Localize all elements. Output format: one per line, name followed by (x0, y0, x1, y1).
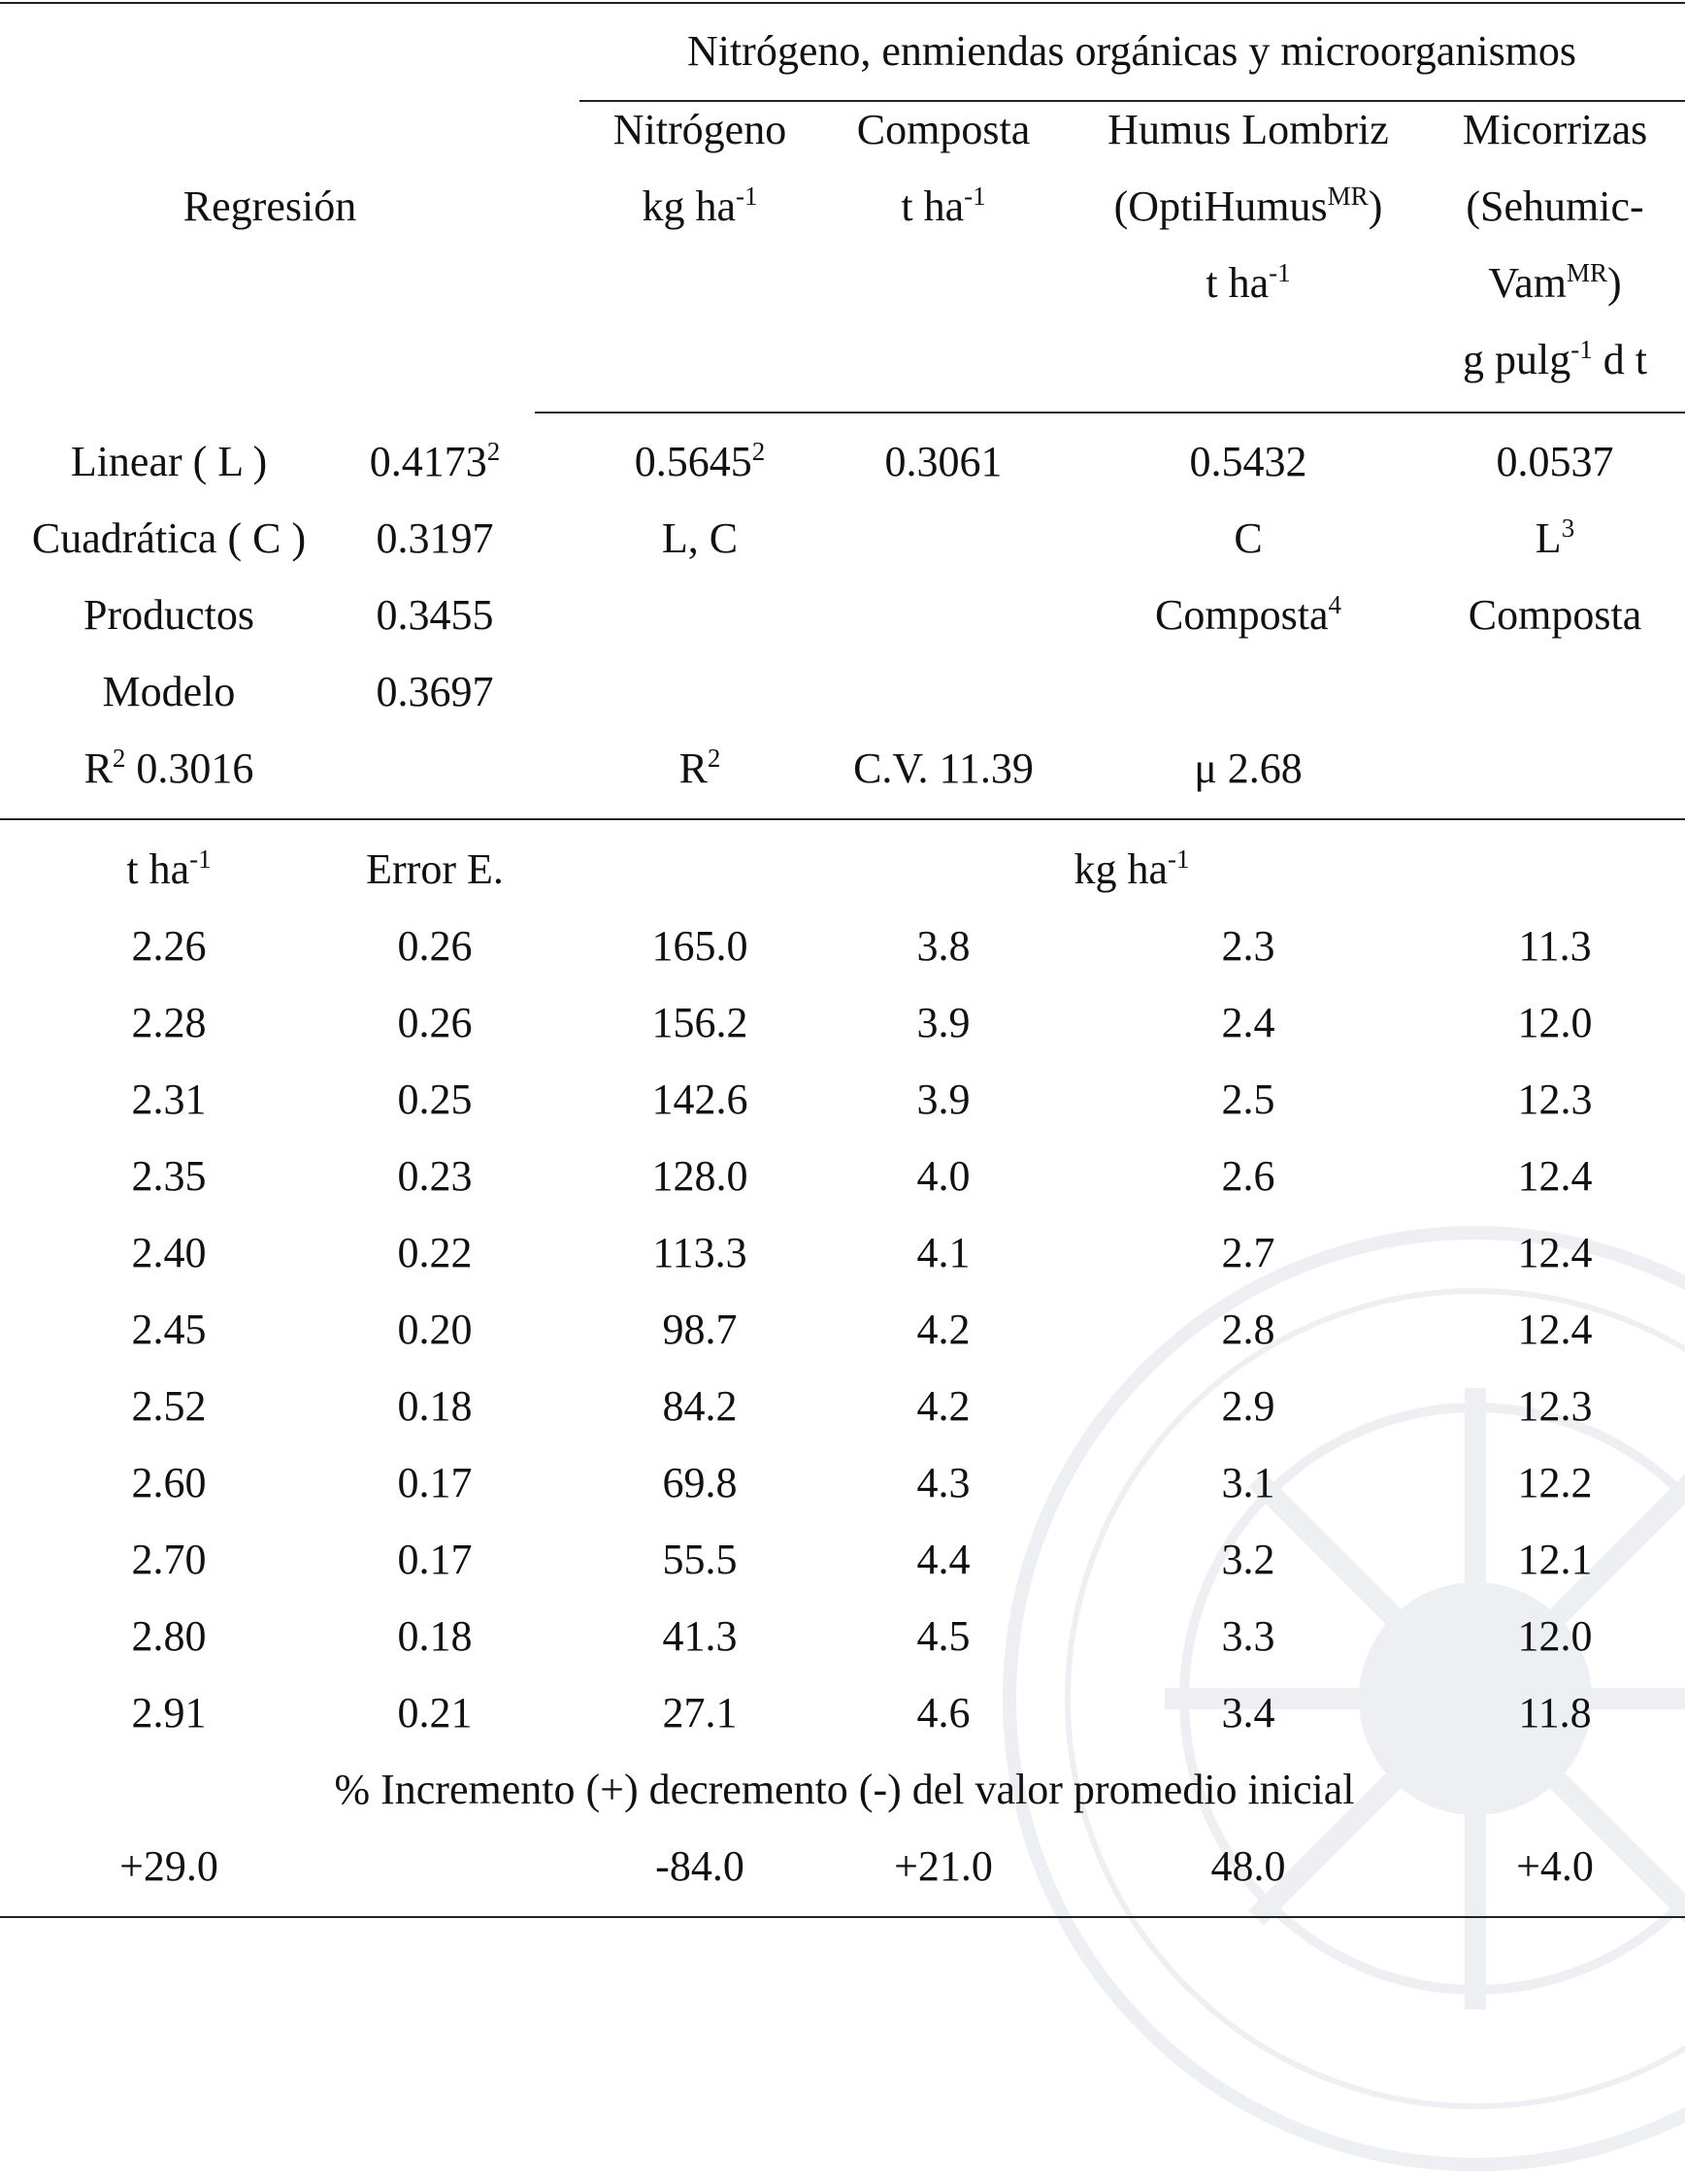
table-cell-yield: 2.60 (131, 1459, 207, 1506)
table-cell-yield: 2.40 (131, 1229, 207, 1276)
top-rule (0, 2, 1685, 4)
table-cell-yield: 2.35 (131, 1152, 207, 1200)
table-cell-micorrizas: 12.4 (1517, 1152, 1593, 1200)
r2-model: $R^2$ 0.3016 (83, 744, 254, 792)
table-cell-error: 0.23 (397, 1152, 473, 1200)
table-cell-yield: 2.70 (131, 1536, 207, 1583)
table-cell-nitrogeno: 41.3 (662, 1612, 738, 1660)
table-cell-nitrogeno: 142.6 (651, 1075, 748, 1123)
cuadratica-value: 0.3197 (376, 514, 494, 562)
table-cell-humus: 3.4 (1221, 1689, 1275, 1737)
table-cell-micorrizas: 12.4 (1517, 1229, 1593, 1276)
units-yield: t $ha^{-1}$ (126, 844, 212, 893)
table-cell-error: 0.26 (397, 922, 473, 970)
table-cell-humus: 2.5 (1221, 1075, 1275, 1123)
table-cell-composta: 3.8 (916, 922, 971, 970)
col-unit-nitrogeno: kg $ha^{-1}$ (642, 182, 758, 230)
table-cell-composta: 4.6 (916, 1689, 971, 1737)
table-cell-error: 0.25 (397, 1075, 473, 1123)
table-cell-error: 0.18 (397, 1382, 473, 1430)
table-cell-humus: 2.4 (1221, 999, 1275, 1046)
col-header-nitrogeno: Nitrógeno (612, 106, 787, 153)
nitrogeno-r2: $R^2$ (678, 744, 721, 792)
table-cell-nitrogeno: 69.8 (662, 1459, 738, 1506)
table-cell-humus: 2.8 (1221, 1306, 1275, 1353)
table-cell-composta: 4.4 (916, 1536, 971, 1583)
footer-value-yield: +29.0 (119, 1842, 218, 1890)
regresion-label: Regresión (182, 182, 357, 230)
modelo-value: 0.3697 (376, 668, 494, 715)
table-cell-yield: 2.31 (131, 1075, 207, 1123)
table-cell-micorrizas: 12.2 (1517, 1459, 1593, 1506)
table-cell-nitrogeno: 98.7 (662, 1306, 738, 1353)
linear-value: 0.4173$^2$ (369, 437, 501, 485)
humus-mu: μ 2.68 (1194, 745, 1303, 792)
table-cell-composta: 3.9 (916, 1075, 971, 1123)
col-header-humus: Humus Lombriz (1107, 106, 1389, 153)
composta-linear: 0.3061 (884, 438, 1003, 485)
col-brand-humus: (OptiHumus$^{MR}$) (1113, 182, 1383, 230)
table-cell-composta: 4.0 (916, 1152, 971, 1200)
modelo-label: Modelo (102, 668, 236, 715)
table-cell-nitrogeno: 27.1 (662, 1689, 738, 1737)
table-cell-micorrizas: 12.0 (1517, 1612, 1593, 1660)
col-unit-humus: t $ha^{-1}$ (1206, 258, 1291, 307)
table-cell-humus: 3.2 (1221, 1536, 1275, 1583)
table-cell-humus: 3.3 (1221, 1612, 1275, 1660)
table-cell-micorrizas: 12.0 (1517, 999, 1593, 1046)
table-cell-micorrizas: 12.4 (1517, 1306, 1593, 1353)
table-cell-nitrogeno: 55.5 (662, 1536, 738, 1583)
humus-productos: Composta$^4$ (1155, 590, 1341, 639)
table-cell-humus: 3.1 (1221, 1459, 1275, 1506)
regression-rule (0, 818, 1685, 820)
col-brand1-micorrizas: (Sehumic- (1466, 182, 1644, 230)
table-cell-yield: 2.45 (131, 1306, 207, 1353)
bottom-rule (0, 1916, 1685, 1918)
humus-linear: 0.5432 (1189, 438, 1307, 485)
table-cell-micorrizas: 11.3 (1518, 922, 1592, 970)
table-cell-nitrogeno: 165.0 (651, 922, 748, 970)
col-unit-micorrizas: g pulg$^{-1}$ d t (1463, 335, 1647, 383)
table-cell-micorrizas: 12.3 (1517, 1075, 1593, 1123)
table-cell-composta: 3.9 (916, 999, 971, 1046)
table-cell-composta: 4.5 (916, 1612, 971, 1660)
footer-value-humus: 48.0 (1210, 1842, 1286, 1890)
footer-value-nitrogeno: -84.0 (655, 1842, 744, 1890)
nitrogeno-linear: 0.5645$^2$ (634, 437, 766, 485)
group-title: Nitrógeno, enmiendas orgánicas y microorganismos (686, 27, 1577, 75)
table-cell-yield: 2.28 (131, 999, 207, 1046)
col-unit-composta: t $ha^{-1}$ (901, 182, 986, 230)
productos-value: 0.3455 (376, 591, 494, 639)
table-cell-error: 0.21 (397, 1689, 473, 1737)
footer-value-micorrizas: +4.0 (1516, 1842, 1594, 1890)
cuadratica-label: Cuadrática ( C ) (31, 514, 307, 562)
table-cell-humus: 2.3 (1221, 922, 1275, 970)
table-cell-yield: 2.91 (131, 1689, 207, 1737)
table-cell-yield: 2.80 (131, 1612, 207, 1660)
micorrizas-cuadratica: $L^3$ (1535, 513, 1575, 562)
table-cell-error: 0.26 (397, 999, 473, 1046)
group-header-rule (579, 100, 1685, 102)
col-brand2-micorrizas: Vam$^{MR}$) (1488, 258, 1622, 307)
nitrogeno-cuadratica: L, C (661, 514, 739, 562)
table-cell-composta: 4.2 (916, 1382, 971, 1430)
table-cell-error: 0.18 (397, 1612, 473, 1660)
table-cell-nitrogeno: 156.2 (651, 999, 748, 1046)
table-cell-nitrogeno: 84.2 (662, 1382, 738, 1430)
micorrizas-productos: Composta (1468, 591, 1642, 639)
table-cell-yield: 2.26 (131, 922, 207, 970)
table-cell-humus: 2.7 (1221, 1229, 1275, 1276)
table-cell-nitrogeno: 128.0 (651, 1152, 748, 1200)
table-cell-composta: 4.3 (916, 1459, 971, 1506)
table-cell-humus: 2.9 (1221, 1382, 1275, 1430)
productos-label: Productos (83, 591, 254, 639)
units-error: Error E. (366, 845, 504, 893)
footer-value-composta: +21.0 (894, 1842, 993, 1890)
column-header-rule (535, 412, 1685, 414)
table-cell-error: 0.22 (397, 1229, 473, 1276)
table-cell-humus: 2.6 (1221, 1152, 1275, 1200)
footer-caption: % Incremento (+) decremento (-) del valor promedio inicial (334, 1766, 1355, 1813)
col-header-composta: Composta (856, 106, 1031, 153)
table-cell-yield: 2.52 (131, 1382, 207, 1430)
col-header-micorrizas: Micorrizas (1462, 106, 1648, 153)
table-cell-composta: 4.2 (916, 1306, 971, 1353)
table-cell-composta: 4.1 (916, 1229, 971, 1276)
composta-cv: C.V. 11.39 (853, 745, 1034, 792)
table-cell-error: 0.17 (397, 1459, 473, 1506)
table-cell-micorrizas: 12.3 (1517, 1382, 1593, 1430)
table-cell-nitrogeno: 113.3 (652, 1229, 747, 1276)
table-cell-micorrizas: 12.1 (1517, 1536, 1593, 1583)
table-cell-error: 0.17 (397, 1536, 473, 1583)
units-kg-ha: kg $ha^{-1}$ (1074, 844, 1190, 893)
table-cell-micorrizas: 11.8 (1518, 1689, 1592, 1737)
micorrizas-linear: 0.0537 (1496, 438, 1614, 485)
humus-cuadratica: C (1234, 514, 1263, 562)
table-cell-error: 0.20 (397, 1306, 473, 1353)
linear-label: Linear ( L ) (70, 438, 268, 485)
